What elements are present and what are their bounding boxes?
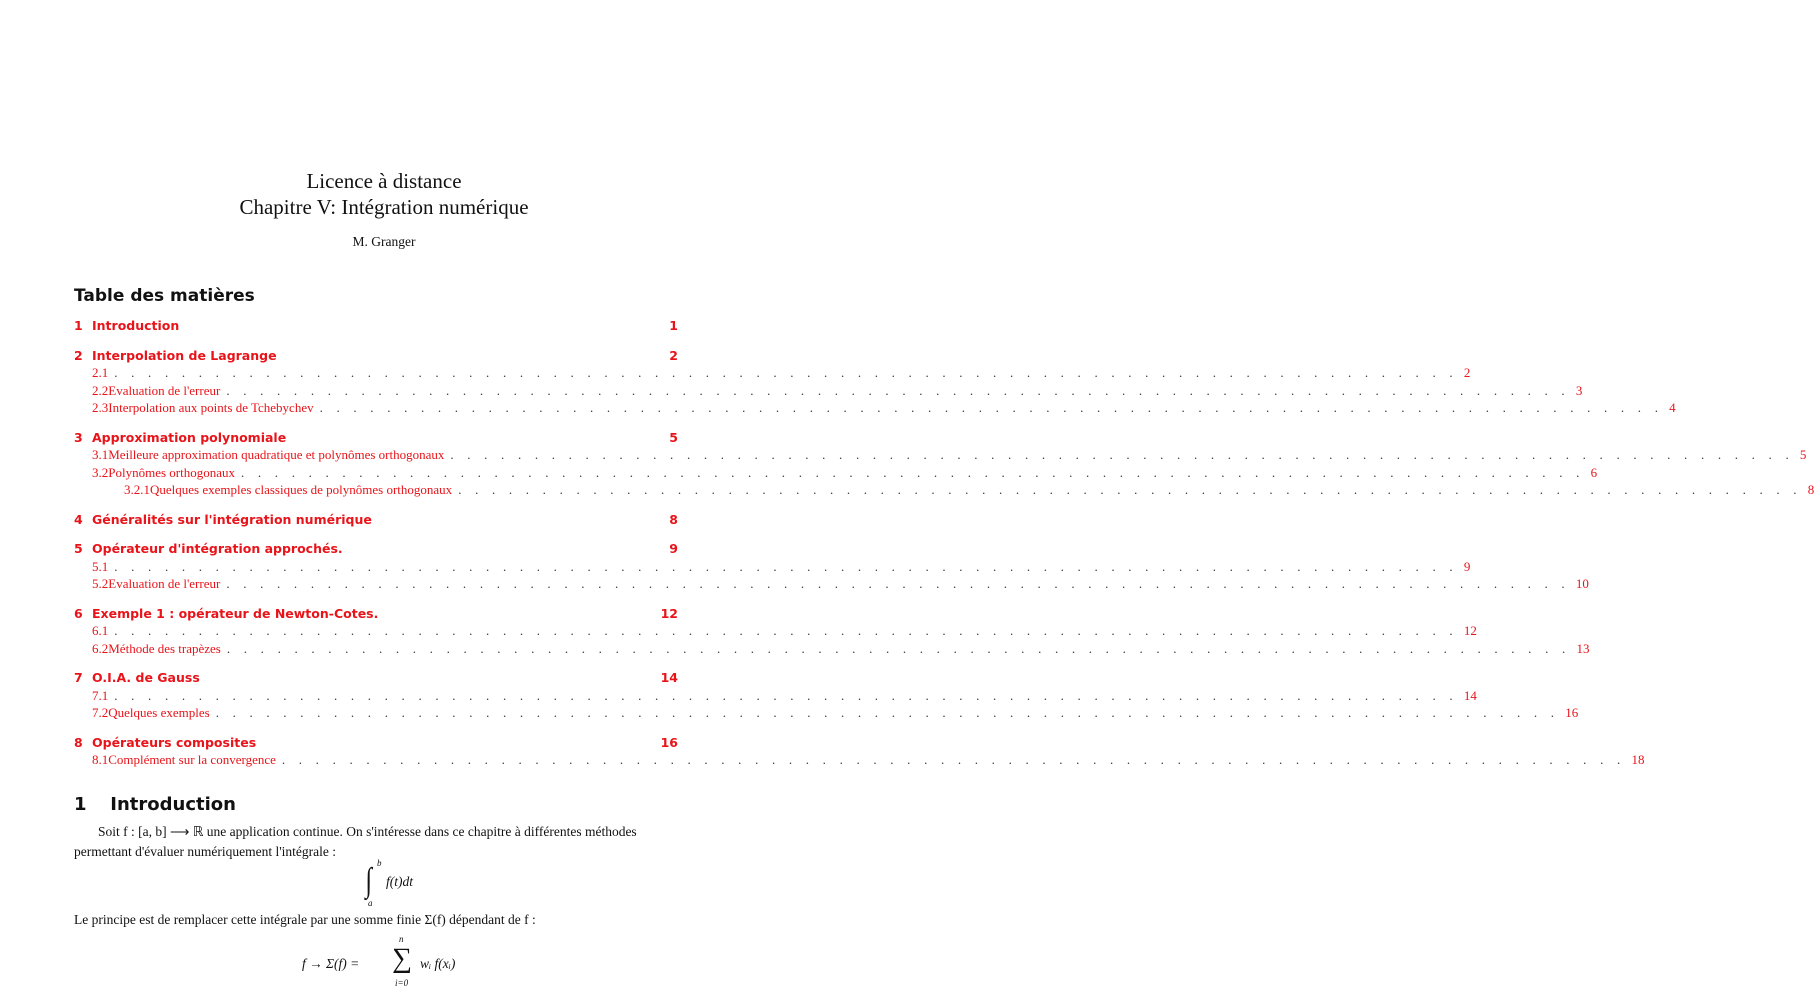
toc-subentry-title: Polynômes orthogonaux (108, 464, 235, 480)
sum-formula (302, 936, 482, 992)
toc-leader-dots: . . . . . . . . . . . . . . . . . . . . . . . . . . . . . . . . . . . . . . . . . . . . . . . . . . . . . . . . . . . . . . . . . . . . . . . . . . . . . . . . (114, 687, 1458, 703)
toc-entry-page: 2 (669, 347, 678, 363)
toc-entry-link[interactable] (74, 541, 678, 559)
toc-subentry-title: Interpolation aux points de Tchebychev (108, 400, 314, 415)
toc-subentry-number: 5.2 (92, 576, 109, 591)
integral-sign: ∫ (365, 862, 372, 899)
toc-entry-number: 1 (74, 318, 83, 333)
toc-subentry-title: Quelques exemples (108, 705, 210, 720)
toc-subentry-page: 3 (1575, 382, 1583, 398)
toc-subentry-title: Evaluation de l'erreur (108, 576, 221, 591)
toc-entry-page: 5 (669, 429, 678, 445)
sum-upper-index: n (399, 934, 404, 944)
toc-leader-dots: . . . . . . . . . . . . . . . . . . . . . . . . . . . . . . . . . . . . . . . . . . . . . . . . . . . . . . . . . . . . . . . . . . . . . . . . . . . . . . . . (241, 464, 1585, 480)
summation-sign: ∑ (392, 943, 412, 974)
toc-leader-dots: . . . . . . . . . . . . . . . . . . . . . . . . . . . . . . . . . . . . . . . . . . . . . . . . . . . . . . . . . . . . . . . . . . . . . . . . . . . . . . . . (458, 482, 1802, 497)
toc-subentry-number: 7.2 (92, 705, 109, 720)
toc-subentry-page: 10 (1575, 576, 1589, 591)
toc-section (74, 318, 678, 336)
toc-subentry-link[interactable] (74, 400, 1676, 418)
toc-section (74, 734, 1645, 770)
toc-entry-title: O.I.A. de Gauss (92, 670, 200, 685)
section-title: Introduction (110, 794, 236, 815)
toc-entry-link[interactable] (74, 735, 678, 753)
document-title-line-1: Licence à distance (306, 169, 462, 193)
author: M. Granger (352, 234, 416, 249)
toc-leader-dots: . . . . . . . . . . . . . . . . . . . . . . . . . . . . . . . . . . . . . . . . . . . . . . . . . . . . . . . . . . . . . . . . . . . . . . . . . . . . . . . . (114, 623, 1458, 638)
toc-subentry-page: 9 (1463, 558, 1471, 574)
toc-leader-dots: . . . . . . . . . . . . . . . . . . . . . . . . . . . . . . . . . . . . . . . . . . . . . . . . . . . . . . . . . . . . . . . . . . . . . . . . . . . . . . . . (319, 400, 1664, 415)
toc-leader-dots: . . . . . . . . . . . . . . . . . . . . . . . . . . . . . . . . . . . . . . . . . . . . . . . . . . . . . . . . . . . . . . . . . . . . . . . . . . . . . . . . (226, 640, 1571, 656)
toc-section (74, 541, 1589, 594)
document-title-line-2: Chapitre V: Intégration numérique (239, 195, 529, 219)
toc-subentry-title: Quelques exemples classiques de polynômes orthogonaux (150, 482, 453, 497)
toc-subentry-link[interactable] (74, 558, 1471, 577)
toc-subentry-page: 4 (1669, 400, 1676, 415)
toc-subentry-link[interactable] (74, 705, 1579, 723)
toc-entry-title: Généralités sur l'intégration numérique (92, 511, 372, 527)
integral-upper-bound: b (377, 858, 382, 868)
intro-paragraph-1: Soit f : [a, b] ⟶ ℝ une application continue. On s'intéresse dans ce chapitre à différentes méthodes permettant d'évaluer numériquement l'intégrale : (74, 824, 637, 859)
toc-entry-number: 3 (74, 429, 83, 445)
toc-section (74, 670, 1579, 723)
toc-entry-page: 9 (669, 541, 678, 556)
toc-leader-dots: . . . . . . . . . . . . . . . . . . . . . . . . . . . . . . . . . . . . . . . . . . . . . . . . . . . . . . . . . . . . . . . . . . . . . . . . . . . . . . . . (226, 576, 1570, 591)
toc-subentry-number: 3.2.1 (124, 482, 150, 497)
toc-entry-title: Opérateurs composites (92, 734, 257, 750)
sum-lower-index: i=0 (395, 978, 409, 988)
toc-subentry-number: 5.1 (92, 558, 109, 574)
toc-leader-dots: . . . . . . . . . . . . . . . . . . . . . . . . . . . . . . . . . . . . . . . . . . . . . . . . . . . . . . . . . . . . . . . . . . . . . . . . . . . . . . . . (215, 705, 1560, 720)
toc-subentry-link[interactable] (74, 464, 1598, 483)
toc-subentry-title: Evaluation de l'erreur (108, 382, 221, 398)
toc-section (74, 429, 1814, 500)
toc-subentry-link[interactable] (74, 576, 1589, 594)
toc-entry-page: 12 (660, 605, 678, 621)
toc-subentry-page: 5 (1799, 447, 1807, 462)
toc-subentry-page: 12 (1463, 623, 1477, 638)
toc-subentry-page: 2 (1463, 365, 1471, 380)
toc-subentry-link[interactable] (74, 382, 1583, 401)
toc-entry-link[interactable] (74, 348, 678, 366)
toc-subentry-number: 2.1 (92, 365, 109, 380)
toc-subentry-number: 3.2 (92, 464, 109, 480)
toc-subentry-page: 16 (1565, 705, 1579, 720)
toc-subentry-page: 13 (1576, 640, 1590, 656)
table-of-contents (74, 318, 1814, 782)
toc-entry-title: Interpolation de Lagrange (92, 347, 277, 363)
toc-subentry-number: 2.3 (92, 400, 109, 415)
sum-rhs: wᵢ f(xᵢ) (420, 956, 456, 971)
toc-leader-dots: . . . . . . . . . . . . . . . . . . . . . . . . . . . . . . . . . . . . . . . . . . . . . . . . . . . . . . . . . . . . . . . . . . . . . . . . . . . . . . . . (226, 382, 1570, 398)
toc-leader-dots: . . . . . . . . . . . . . . . . . . . . . . . . . . . . . . . . . . . . . . . . . . . . . . . . . . . . . . . . . . . . . . . . . . . . . . . . . . . . . . . . (114, 365, 1458, 380)
toc-entry-link[interactable] (74, 318, 678, 336)
toc-section (74, 512, 678, 530)
integral-lower-bound: a (368, 898, 373, 908)
toc-section (74, 605, 1590, 659)
toc-subentry-number: 7.1 (92, 687, 109, 703)
toc-subentry-number: 8.1 (92, 752, 109, 767)
toc-subentry-link[interactable] (74, 482, 1814, 500)
toc-subentry-title: Méthode des trapèzes (108, 640, 221, 656)
integral-formula (364, 858, 413, 908)
toc-entry-number: 8 (74, 734, 83, 750)
toc-subentry-title: Meilleure approximation quadratique et polynômes orthogonaux (108, 447, 445, 462)
toc-entry-page: 14 (660, 670, 678, 685)
toc-entry-link[interactable] (74, 512, 678, 530)
toc-leader-dots: . . . . . . . . . . . . . . . . . . . . . . . . . . . . . . . . . . . . . . . . . . . . . . . . . . . . . . . . . . . . . . . . . . . . . . . . . . . . . . . . (114, 558, 1458, 574)
intro-paragraph-2: Le principe est de remplacer cette intégrale par une somme finie Σ(f) dépendant de f : (74, 912, 536, 927)
toc-leader-dots: . . . . . . . . . . . . . . . . . . . . . . . . . . . . . . . . . . . . . . . . . . . . . . . . . . . . . . . . . . . . . . . . . . . . . . . . . . . . . . . . (281, 752, 1626, 767)
toc-subentry-link[interactable] (74, 623, 1477, 641)
integrand: f(t)dt (386, 874, 413, 889)
toc-subentry-link[interactable] (74, 447, 1807, 465)
toc-entry-number: 6 (74, 605, 83, 621)
toc-entry-number: 4 (74, 511, 83, 527)
toc-subentry-number: 2.2 (92, 382, 109, 398)
toc-subentry-number: 3.1 (92, 447, 109, 462)
toc-entry-number: 2 (74, 347, 83, 363)
sum-lhs: f → Σ(f) = (302, 956, 360, 971)
section-number: 1 (74, 794, 87, 815)
toc-entry-title: Exemple 1 : opérateur de Newton-Cotes. (92, 605, 379, 621)
toc-entry-title: Opérateur d'intégration approchés. (92, 541, 343, 556)
toc-subentry-number: 6.1 (92, 623, 109, 638)
toc-entry-page: 8 (669, 511, 678, 527)
toc-subentry-number: 6.2 (92, 640, 109, 656)
toc-entry-number: 5 (74, 541, 83, 556)
toc-entry-link[interactable] (74, 606, 678, 624)
toc-subentry-page: 14 (1463, 687, 1477, 703)
toc-entry-link[interactable] (74, 430, 678, 448)
toc-subentry-link[interactable] (74, 752, 1645, 770)
toc-subentry-link[interactable] (74, 687, 1477, 706)
toc-entry-number: 7 (74, 670, 83, 685)
toc-subentry-link[interactable] (74, 365, 1471, 383)
toc-heading: Table des matières (74, 286, 255, 306)
toc-entry-page: 1 (669, 318, 678, 333)
title-block (0, 168, 768, 250)
toc-subentry-page: 6 (1590, 464, 1598, 480)
toc-subentry-title: Complément sur la convergence (108, 752, 276, 767)
toc-section (74, 347, 1676, 418)
toc-leader-dots: . . . . . . . . . . . . . . . . . . . . . . . . . . . . . . . . . . . . . . . . . . . . . . . . . . . . . . . . . . . . . . . . . . . . . . . . . . . . . . . . (450, 447, 1794, 462)
section-heading-introduction (74, 794, 236, 815)
toc-subentry-link[interactable] (74, 640, 1590, 659)
toc-entry-page: 16 (660, 734, 678, 750)
toc-subentry-page: 8 (1807, 482, 1814, 497)
toc-subentry-page: 18 (1631, 752, 1645, 767)
toc-entry-title: Approximation polynomiale (92, 429, 287, 445)
toc-entry-title: Introduction (92, 318, 180, 333)
toc-entry-link[interactable] (74, 670, 678, 688)
